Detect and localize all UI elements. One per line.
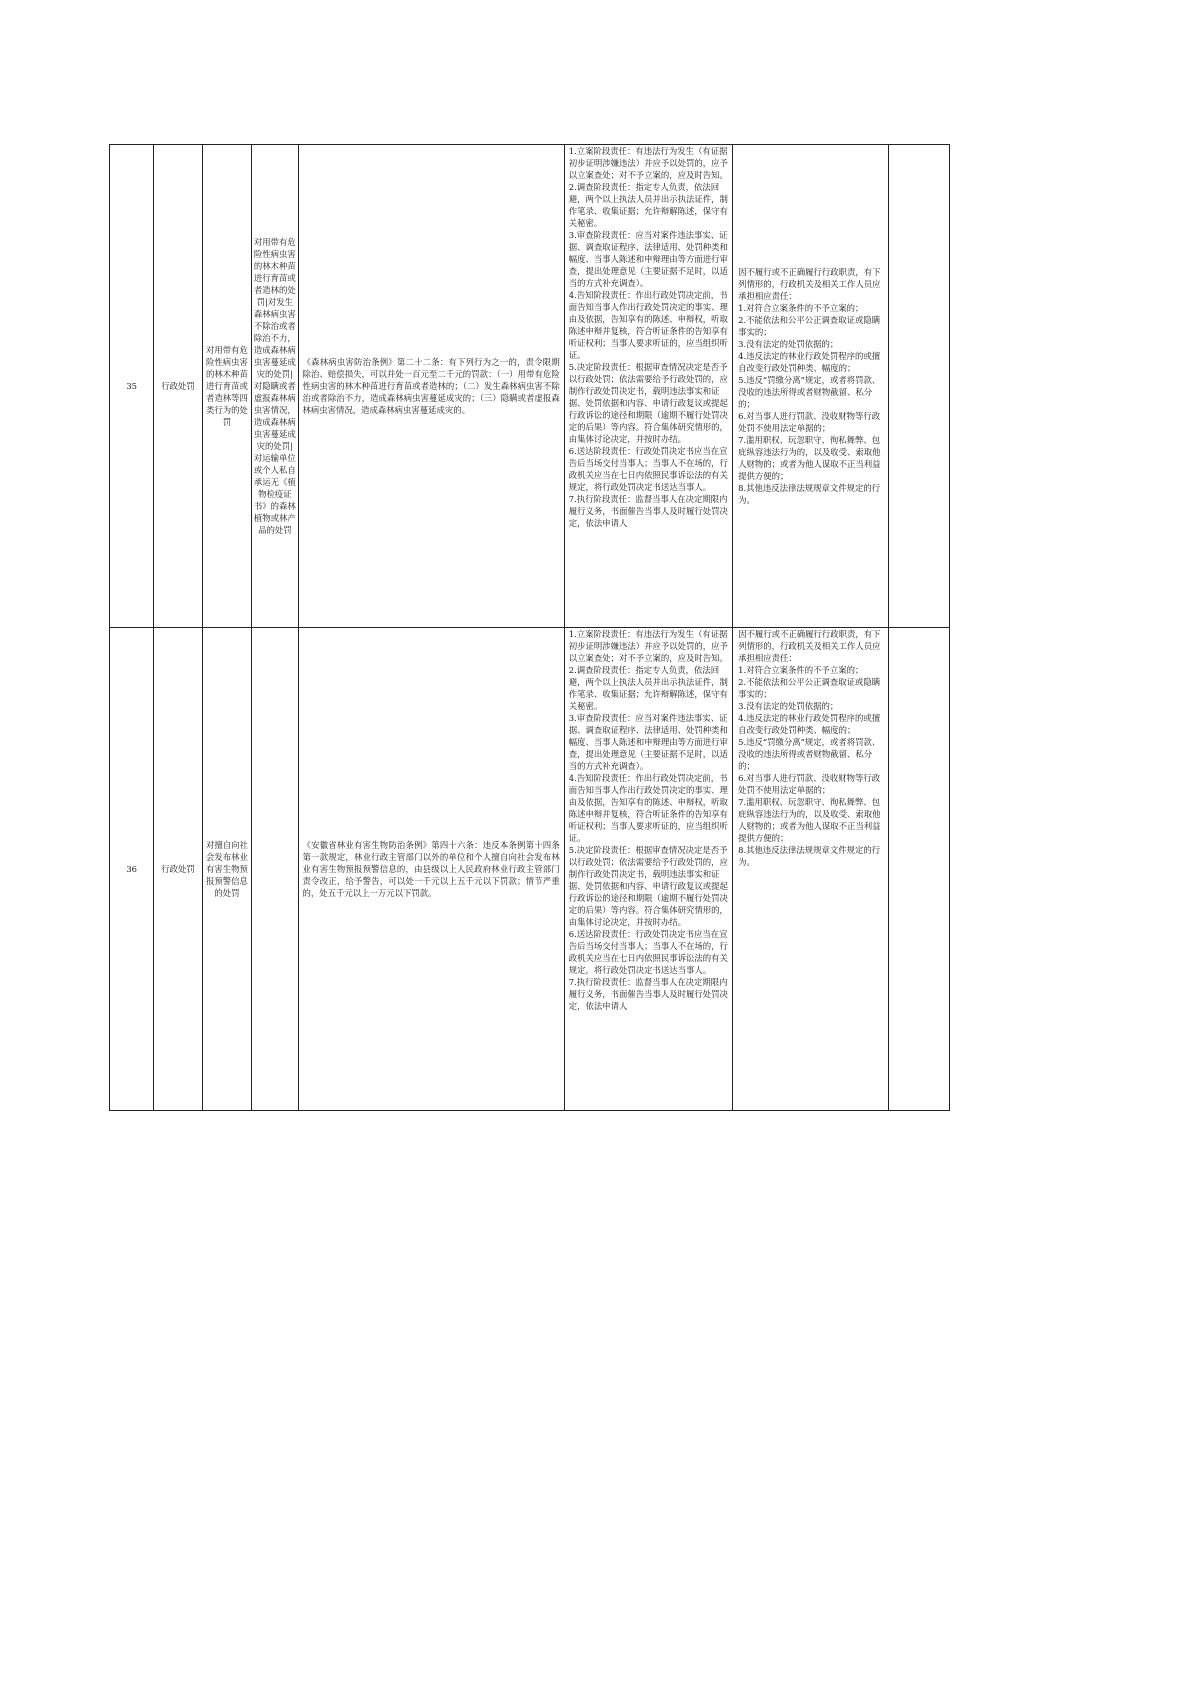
accountability-item: 4.违反法定的林业行政处罚程序的或擅自改变行政处罚种类、幅度的； bbox=[738, 713, 881, 735]
remarks-cell bbox=[889, 628, 950, 1111]
accountability-item: 3.没有法定的处罚依据的； bbox=[738, 701, 839, 711]
power-list-table bbox=[109, 144, 950, 1111]
accountability-item: 因不履行或不正确履行行政职责，有下列情形的，行政机关及相关工作人员应承担相应责任： bbox=[738, 267, 881, 301]
accountability-item: 4.违反法定的林业行政处罚程序的或擅自改变行政处罚种类、幅度的； bbox=[738, 351, 881, 373]
responsibility-list bbox=[565, 145, 732, 627]
accountability-item: 7.滥用职权、玩忽职守、徇私舞弊、包庇纵容违法行为的，以及收受、索取他人财物的；或者为他人谋取不正当利益提供方便的； bbox=[738, 797, 881, 843]
accountability-item: 2.不能依法和公平公正调查取证或隐瞒事实的； bbox=[738, 315, 881, 337]
accountability-item: 1.对符合立案条件的不予立案的； bbox=[738, 665, 864, 675]
table-row bbox=[110, 628, 950, 1111]
accountability-item: 6.对当事人进行罚款、没收财物等行政处罚不使用法定单据的； bbox=[738, 773, 881, 795]
responsibility-item: 5.决定阶段责任：根据审查情况决定是否予以行政处罚；依法需要给予行政处罚的，应制作行政处罚决定书，载明违法事实和证据、处罚依据和内容、申请行政复议或提起行政诉讼的途径和期限（逾期不履行处罚决定的后果）等内容。符合集体研究情形的，由集体讨论决定，并按时办结。 bbox=[568, 845, 728, 927]
remarks-cell bbox=[889, 145, 950, 628]
power-item-name: 对擅自向社会发布林业有害生物预报预警信息的处罚 bbox=[202, 628, 251, 1111]
accountability-item: 6.对当事人进行罚款、没收财物等行政处罚不使用法定单据的； bbox=[738, 411, 881, 433]
accountability-item: 5.违反“罚缴分离”规定，或者将罚款、没收的违法所得或者财物截留、私分的； bbox=[738, 375, 881, 409]
accountability-item: 8.其他违反法律法规规章文件规定的行为。 bbox=[738, 483, 881, 505]
responsibility-item: 2.调查阶段责任：指定专人负责，依法回避，两个以上执法人员并出示执法证件，制作笔录、收集证据；允许辩解陈述，保守有关秘密。 bbox=[568, 182, 728, 228]
row-number: 36 bbox=[110, 628, 154, 1111]
accountability-item: 3.没有法定的处罚依据的； bbox=[738, 339, 839, 349]
table-row bbox=[110, 145, 950, 628]
power-type: 行政处罚 bbox=[154, 628, 202, 1111]
responsibility-item: 1.立案阶段责任：有违法行为发生（有证据初步证明涉嫌违法）并应予以处罚的，应予以立案查处；对不予立案的，应及时告知。 bbox=[568, 146, 728, 180]
responsibility-item: 4.告知阶段责任：作出行政处罚决定前，书面告知当事人作出行政处罚决定的事实、理由及依据，告知享有的陈述、申辩权，听取陈述申辩并复核，符合听证条件的告知享有听证权利；当事人要求听证的，应当组织听证。 bbox=[568, 290, 728, 360]
accountability-item: 1.对符合立案条件的不予立案的； bbox=[738, 303, 864, 313]
sub-item-names: 对用带有危险性病虫害的林木种苗进行育苗或者造林的处罚|对发生森林病虫害不除治或者除治不力，造成森林病虫害蔓延成灾的处罚|对隐瞒或者虚报森林病虫害情况，造成森林病虫害蔓延成灾的处罚|对运输单位或个人私自承运无《植物检疫证书》的森林植物或林产品的处罚 bbox=[253, 237, 296, 535]
accountability-list bbox=[733, 266, 888, 506]
responsibility-item: 3.审查阶段责任：应当对案件违法事实、证据、调查取证程序、法律适用、处罚种类和幅度、当事人陈述和申辩理由等方面进行审查，提出处理意见（主要证据不足时，以适当的方式补充调查）。 bbox=[568, 713, 728, 771]
responsibility-item: 2.调查阶段责任：指定专人负责，依法回避，两个以上执法人员并出示执法证件，制作笔录、收集证据；允许辩解陈述，保守有关秘密。 bbox=[568, 665, 728, 711]
responsibility-item: 1.立案阶段责任：有违法行为发生（有证据初步证明涉嫌违法）并应予以处罚的，应予以立案查处；对不予立案的，应及时告知。 bbox=[568, 629, 728, 663]
power-type: 行政处罚 bbox=[154, 145, 202, 628]
responsibility-item: 6.送达阶段责任：行政处罚决定书应当在宣告后当场交付当事人；当事人不在场的，行政机关应当在七日内依照民事诉讼法的有关规定，将行政处罚决定书送达当事人。 bbox=[568, 929, 728, 975]
power-item-name: 对用带有危险性病虫害的林木种苗进行育苗或者造林等四类行为的处罚 bbox=[202, 145, 251, 628]
legal-basis: 《安徽省林业有害生物防治条例》第四十六条：违反本条例第十四条第一款规定，林业行政主管部门以外的单位和个人擅自向社会发布林业有害生物预报预警信息的，由县级以上人民政府林业行政主管部门责令改正，给予警告，可以处一千元以上五千元以下罚款；情节严重的，处五千元以上一万元以下罚款。 bbox=[302, 840, 560, 898]
legal-basis: 《森林病虫害防治条例》第二十二条：有下列行为之一的，责令限期除治、赔偿损失，可以并处一百元至二千元的罚款：（一）用带有危险性病虫害的林木种苗进行育苗或者造林的；（二）发生森林病虫害不除治或者除治不力，造成森林病虫害蔓延成灾的；（三）隐瞒或者虚报森林病虫害情况，造成森林病虫害蔓延成灾的。 bbox=[302, 357, 560, 415]
responsibility-item: 4.告知阶段责任：作出行政处罚决定前，书面告知当事人作出行政处罚决定的事实、理由及依据，告知享有的陈述、申辩权，听取陈述申辩并复核，符合听证条件的告知享有听证权利；当事人要求听证的，应当组织听证。 bbox=[568, 773, 728, 843]
responsibility-item: 5.决定阶段责任：根据审查情况决定是否予以行政处罚；依法需要给予行政处罚的，应制作行政处罚决定书，载明违法事实和证据、处罚依据和内容、申请行政复议或提起行政诉讼的途径和期限（逾期不履行处罚决定的后果）等内容。符合集体研究情形的，由集体讨论决定，并按时办结。 bbox=[568, 362, 728, 444]
accountability-item: 5.违反“罚缴分离”规定，或者将罚款、没收的违法所得或者财物截留、私分的； bbox=[738, 737, 881, 771]
responsibility-item: 3.审查阶段责任：应当对案件违法事实、证据、调查取证程序、法律适用、处罚种类和幅度、当事人陈述和申辩理由等方面进行审查，提出处理意见（主要证据不足时，以适当的方式补充调查）。 bbox=[568, 230, 728, 288]
responsibility-item: 7.执行阶段责任：监督当事人在决定期限内履行义务，书面催告当事人及时履行处罚决定，依法申请人 bbox=[568, 494, 728, 528]
row-number: 35 bbox=[110, 145, 154, 628]
accountability-item: 8.其他违反法律法规规章文件规定的行为。 bbox=[738, 845, 881, 867]
accountability-item: 因不履行或不正确履行行政职责，有下列情形的，行政机关及相关工作人员应承担相应责任： bbox=[738, 629, 881, 663]
responsibility-list bbox=[565, 628, 732, 1110]
responsibility-item: 7.执行阶段责任：监督当事人在决定期限内履行义务，书面催告当事人及时履行处罚决定，依法申请人 bbox=[568, 977, 728, 1011]
accountability-item: 7.滥用职权、玩忽职守、徇私舞弊、包庇纵容违法行为的，以及收受、索取他人财物的；或者为他人谋取不正当利益提供方便的； bbox=[738, 435, 881, 481]
accountability-item: 2.不能依法和公平公正调查取证或隐瞒事实的； bbox=[738, 677, 881, 699]
responsibility-item: 6.送达阶段责任：行政处罚决定书应当在宣告后当场交付当事人；当事人不在场的，行政机关应当在七日内依照民事诉讼法的有关规定，将行政处罚决定书送达当事人。 bbox=[568, 446, 728, 492]
accountability-list bbox=[733, 628, 888, 868]
